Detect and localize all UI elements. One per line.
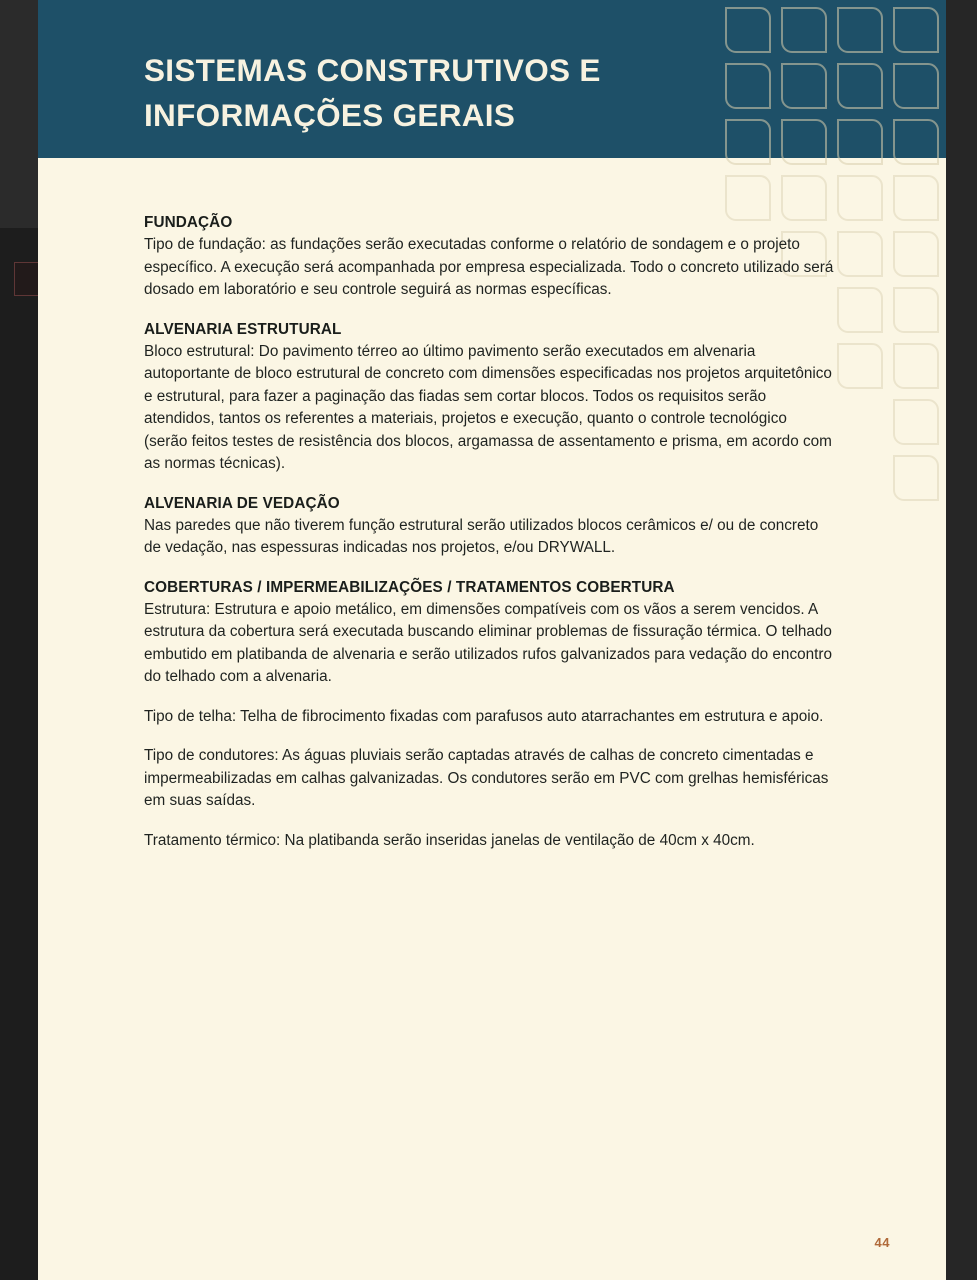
section-paragraph: Nas paredes que não tiverem função estrutural serão utilizados blocos cerâmicos e/ ou de concreto de vedação, nas espessuras indicadas nos projetos, e/ou DRYWALL. [144, 516, 819, 556]
section-fundacao [144, 212, 834, 302]
section-paragraph: Tipo de telha: Telha de fibrocimento fixadas com parafusos auto atarrachantes em estrutura e apoio. [144, 707, 824, 725]
section-alvenaria-estrutural [144, 319, 834, 476]
page-title [144, 48, 784, 138]
page-title-line-2: INFORMAÇÕES GERAIS [144, 97, 516, 133]
section-paragraph: Tipo de condutores: As águas pluviais serão captadas através de calhas de concreto cimentadas e impermeabilizadas em calhas galvanizadas. Os condutores serão em PVC com grelhas hemisféricas em suas saídas. [144, 747, 829, 809]
section-heading: ALVENARIA ESTRUTURAL [144, 320, 342, 338]
section-paragraph: Tipo de fundação: as fundações serão executadas conforme o relatório de sondagem e o projeto específico. A execução será acompanhada por empresa especializada. Todo o concreto utilizado será dosado em laboratório e seu controle seguirá as normas específicas. [144, 236, 834, 298]
section-heading: FUNDAÇÃO [144, 214, 233, 231]
section-paragraph: Estrutura: Estrutura e apoio metálico, em dimensões compatíveis com os vãos a serem vencidos. A estrutura da cobertura será executada buscando eliminar problemas de fissuração térmica. O telhado embutido em platibanda de alvenaria e serão utilizados rufos galvanizados para vedação do encontro do telhado com a alvenaria. [144, 600, 832, 685]
left-edge-accent-marker [14, 262, 39, 296]
left-edge-upper-block [0, 0, 38, 228]
section-heading: ALVENARIA DE VEDAÇÃO [144, 494, 340, 512]
section-coberturas-impermeabilizacoes-tratamentos-cobertura [144, 577, 834, 853]
page-title-line-1: SISTEMAS CONSTRUTIVOS E [144, 52, 601, 88]
page-header-band [38, 0, 946, 158]
section-paragraph: Bloco estrutural: Do pavimento térreo ao último pavimento serão executados em alvenaria autoportante de bloco estrutural de concreto com dimensões especificadas nos projetos arquitetônico e estrutural, para fazer a paginação das fiadas sem cortar blocos. Todos os requisitos serão atendidos, tantos os referentes a materiais, projetos e execução, quanto o controle tecnológico (serão feitos testes de resistência dos blocos, argamassa de assentamento e prisma, em acordo com as normas técnicas). [144, 342, 832, 472]
page-body [144, 212, 834, 852]
page-number: 44 [874, 1235, 890, 1250]
section-heading: COBERTURAS / IMPERMEABILIZAÇÕES / TRATAMENTOS COBERTURA [144, 578, 675, 596]
document-page [38, 0, 946, 1280]
section-paragraph: Tratamento térmico: Na platibanda serão inseridas janelas de ventilação de 40cm x 40cm. [144, 831, 755, 849]
section-alvenaria-de-vedacao [144, 493, 834, 560]
